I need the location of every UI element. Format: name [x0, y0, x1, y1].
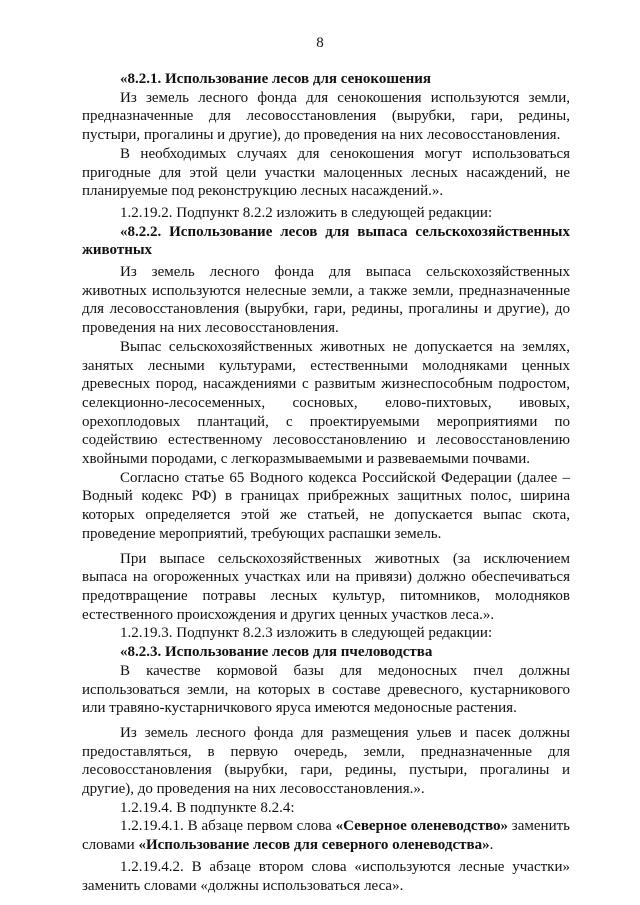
amendment-text: 1.2.19.4.1. В абзаце первом слова	[120, 818, 336, 835]
old-phrase: «Северное оленеводство»	[335, 818, 508, 835]
paragraph: Из земель лесного фонда для размещения ульев и пасек должны предоставляться, в первую очередь, земли, предназначенные для лесовосстановления (вырубки, гари, редины, пустыри, прогалины и другие), до проведения на них лесовосстановления.».	[82, 724, 570, 798]
paragraph: Из земель лесного фонда для выпаса сельскохозяйственных животных используются нелесные земли, а также земли, предназначенные для лесовосстановления (вырубки, гари, редины, прогалины и другие), до проведения на них лесовосстановления.	[82, 264, 570, 337]
section-heading-8-2-1: «8.2.1. Использование лесов для сенокошения	[120, 71, 432, 87]
amendment-instruction: 1.2.19.3. Подпункт 8.2.3 изложить в следующей редакции:	[120, 625, 493, 642]
amendment-instruction: 1.2.19.4. В подпункте 8.2.4:	[120, 799, 295, 816]
paragraph: В необходимых случаях для сенокошения могут использоваться пригодные для этой цели участки малоценных лесных насаждений, не планируемые под реконструкцию лесных насаждений.».	[82, 145, 570, 200]
section-heading-8-2-2: «8.2.2. Использование лесов для выпаса сельскохозяйственных животных	[82, 223, 570, 259]
amendment-text: .	[489, 837, 494, 854]
section-heading-8-2-3: «8.2.3. Использование лесов для пчеловодства	[120, 644, 433, 661]
paragraph: В качестве кормовой базы для медоносных пчел должны использоваться земли, на которых в составе древесного, кустарникового или травяно-кустарничкового яруса имеются медоносные растения.	[82, 662, 570, 717]
document-body	[82, 70, 570, 895]
paragraph: Из земель лесного фонда для сенокошения используются земли, предназначенные для лесовосстановления (вырубки, гари, редины, пустыри, прогалины и другие), до проведения на них лесовосстановления.	[82, 89, 570, 144]
amendment-instruction: 1.2.19.2. Подпункт 8.2.2 изложить в следующей редакции:	[120, 204, 493, 221]
paragraph: При выпасе сельскохозяйственных животных (за исключением выпаса на огороженных участках или на привязи) должно обеспечиваться предотвращение потравы лесных культур, питомников, молодняков естественного происхождения и других ценных участков леса.».	[82, 550, 570, 623]
paragraph: Выпас сельскохозяйственных животных не допускается на землях, занятых лесными культурами, естественными молодняками ценных древесных пород, насаждениями с развитым жизнеспособным подростом, селекционно-лесосеменных, сосновых, елово-пихтовых, ивовых, орехоплодовых плантаций, с проектируемыми мероприятиями по содействию естественному лесовосстановлению и лесовосстановлению хвойными породами, с легкоразмываемыми и развеваемыми почвами.	[82, 338, 570, 468]
page-number: 8	[316, 35, 324, 51]
amendment-text: заменить словами	[82, 818, 570, 854]
amendment-instruction	[82, 817, 570, 854]
paragraph: Согласно статье 65 Водного кодекса Российской Федерации (далее – Водный кодекс РФ) в границах прибрежных защитных полос, ширина которых определяется этой же статьей, не допускается выпас скота, проведение мероприятий, требующих распашки земель.	[82, 469, 570, 542]
amendment-instruction: 1.2.19.4.2. В абзаце втором слова «используются лесные участки» заменить словами «должны использоваться леса».	[82, 858, 570, 894]
new-phrase: «Использование лесов для северного оленеводства»	[138, 837, 490, 854]
